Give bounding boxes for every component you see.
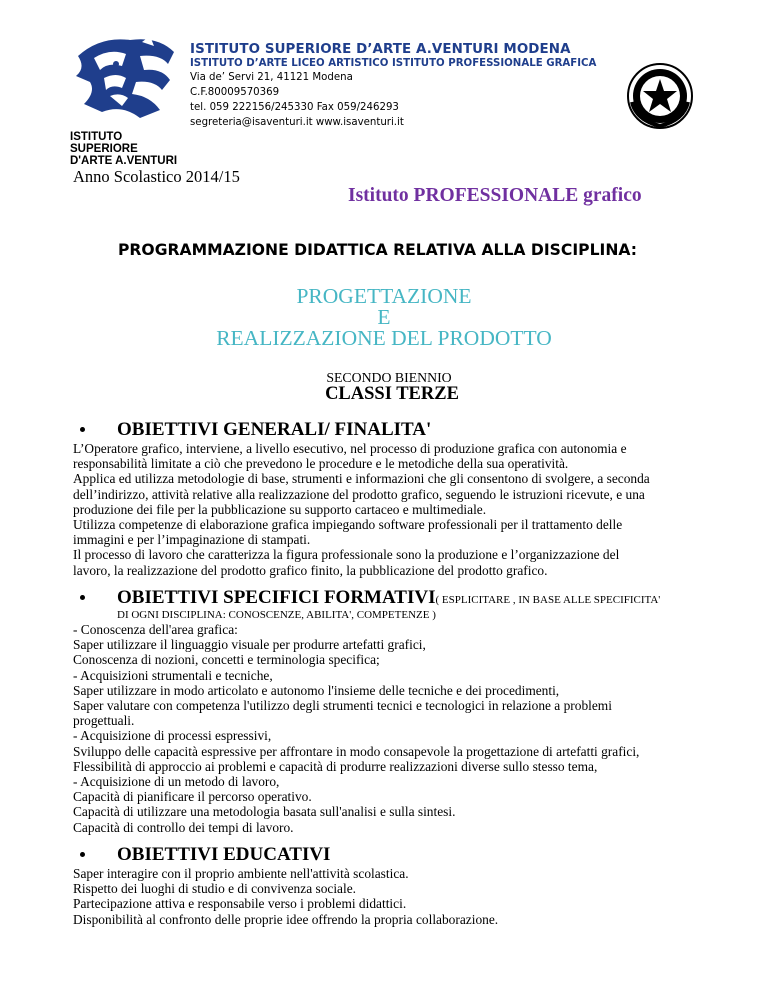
school-cf: C.F.80009570369	[190, 87, 280, 98]
subject-line1: PROGETTAZIONE	[296, 284, 472, 308]
school-address: Via de’ Servi 21, 41121 Modena	[190, 72, 353, 83]
subject-line3: REALIZZAZIONE DEL PRODOTTO	[216, 326, 552, 350]
school-subtitle: ISTITUTO D’ARTE LICEO ARTISTICO ISTITUTO PROFESSIONALE GRAFICA	[190, 58, 597, 69]
school-year: Anno Scolastico 2014/15	[73, 167, 240, 186]
subject-title	[0, 286, 768, 349]
letterhead	[190, 42, 596, 130]
paragraph-line: Saper utilizzare in modo articolato e autonomo l'insieme delle tecniche e dei procedimenti,	[73, 682, 560, 698]
paragraph-line: Partecipazione attiva e responsabile verso i problemi didattici.	[73, 896, 407, 912]
paragraph-line: - Conoscenza dell'area grafica:	[73, 622, 238, 637]
italian-republic-emblem-icon	[626, 62, 694, 130]
paragraph-line: Utilizza competenze di elaborazione grafica impiegando software professionali per il trattamento delle	[73, 517, 623, 533]
paragraph-line: Sviluppo delle capacità espressive per affrontare in modo consapevole la progettazione di artefatti grafici,	[73, 743, 640, 759]
logo-text-line1: ISTITUTO SUPERIORE	[70, 131, 138, 155]
subject-line2: E	[377, 305, 391, 329]
paragraph-line: Saper valutare con competenza l'utilizzo degli strumenti tecnici e tecnologici in relazione a problemi	[73, 698, 612, 714]
section-body-generali	[73, 441, 713, 578]
school-name: ISTITUTO SUPERIORE D’ARTE A.VENTURI MODENA	[190, 42, 571, 57]
paragraph-line: Saper interagire con il proprio ambiente nell'attività scolastica.	[73, 866, 409, 881]
school-phone: tel. 059 222156/245330 Fax 059/246293	[190, 102, 399, 113]
section-body-specifici	[73, 622, 713, 835]
paragraph-line: produzione dei file per la pubblicazione su supporto cartaceo e multimediale.	[73, 501, 487, 517]
paragraph-line: Rispetto dei luoghi di studio e di convivenza sociale.	[73, 881, 357, 897]
section-heading-generali: OBIETTIVI GENERALI/ FINALITA'	[117, 419, 431, 441]
bullet-icon	[80, 427, 85, 432]
classes-label: CLASSI TERZE	[325, 384, 459, 404]
section-note-continued: DI OGNI DISCIPLINA: CONOSCENZE, ABILITA', COMPETENZE )	[117, 609, 436, 621]
paragraph-line: Disponibilità al confronto delle proprie idee offrendo la propria collaborazione.	[73, 911, 499, 927]
bullet-icon	[80, 852, 85, 857]
logo-text-line2: D'ARTE A.VENTURI	[70, 155, 178, 167]
paragraph-line: - Acquisizioni strumentali e tecniche,	[73, 667, 273, 683]
paragraph-line: lavoro, la realizzazione del prodotto grafico finito, la pubblicazione del prodotto grafico.	[73, 562, 548, 578]
school-logo	[70, 34, 180, 167]
section-heading-educativi: OBIETTIVI EDUCATIVI	[117, 844, 330, 866]
paragraph-line: dell’indirizzo, attività relative alla realizzazione del prodotto grafico, seguendo le istruzioni ricevute, e una	[73, 486, 645, 502]
paragraph-line: L’Operatore grafico, interviene, a livello esecutivo, nel processo di produzione grafica con autonomia e	[73, 441, 627, 456]
paragraph-line: Capacità di controllo dei tempi di lavoro.	[73, 819, 294, 835]
paragraph-line: Il processo di lavoro che caratterizza la figura professionale sono la produzione e l’organizzazione del	[73, 547, 620, 563]
paragraph-line: Conoscenza di nozioni, concetti e terminologia specifica;	[73, 652, 380, 668]
paragraph-line: Capacità di pianificare il percorso operativo.	[73, 789, 312, 805]
paragraph-line: progettuali.	[73, 713, 135, 729]
paragraph-line: Flessibilità di approccio ai problemi e capacità di produrre realizzazioni diverse sullo stesso tema,	[73, 758, 598, 774]
section-heading-specifici: OBIETTIVI SPECIFICI FORMATIVI( ESPLICITARE , IN BASE ALLE SPECIFICITA'	[117, 587, 660, 609]
biennio-label: SECONDO BIENNIO	[326, 370, 452, 385]
logo-emblem-icon	[70, 34, 180, 124]
paragraph-line: Applica ed utilizza metodologie di base, strumenti e informazioni che gli consentono di svolgere, a seconda	[73, 471, 650, 487]
paragraph-line: - Acquisizione di processi espressivi,	[73, 728, 272, 744]
programming-heading: PROGRAMMAZIONE DIDATTICA RELATIVA ALLA DISCIPLINA:	[118, 241, 637, 259]
school-contacts: segreteria@isaventuri.it www.isaventuri.it	[190, 117, 404, 128]
paragraph-line: responsabilità limitate a ciò che prevedono le procedure e le metodiche della sua operatività.	[73, 456, 569, 472]
bullet-icon	[80, 595, 85, 600]
paragraph-line: Capacità di utilizzare una metodologia basata sull'analisi e sulla sintesi.	[73, 804, 456, 820]
paragraph-line: Saper utilizzare il linguaggio visuale per produrre artefatti grafici,	[73, 637, 426, 653]
section-body-educativi	[73, 866, 713, 927]
paragraph-line: - Acquisizione di un metodo di lavoro,	[73, 774, 280, 790]
paragraph-line: immagini e per l’impaginazione di stampati.	[73, 532, 311, 548]
logo-text	[70, 131, 180, 167]
institute-type: Istituto PROFESSIONALE grafico	[348, 185, 642, 206]
section-note: ( ESPLICITARE , IN BASE ALLE SPECIFICITA'	[435, 594, 661, 606]
